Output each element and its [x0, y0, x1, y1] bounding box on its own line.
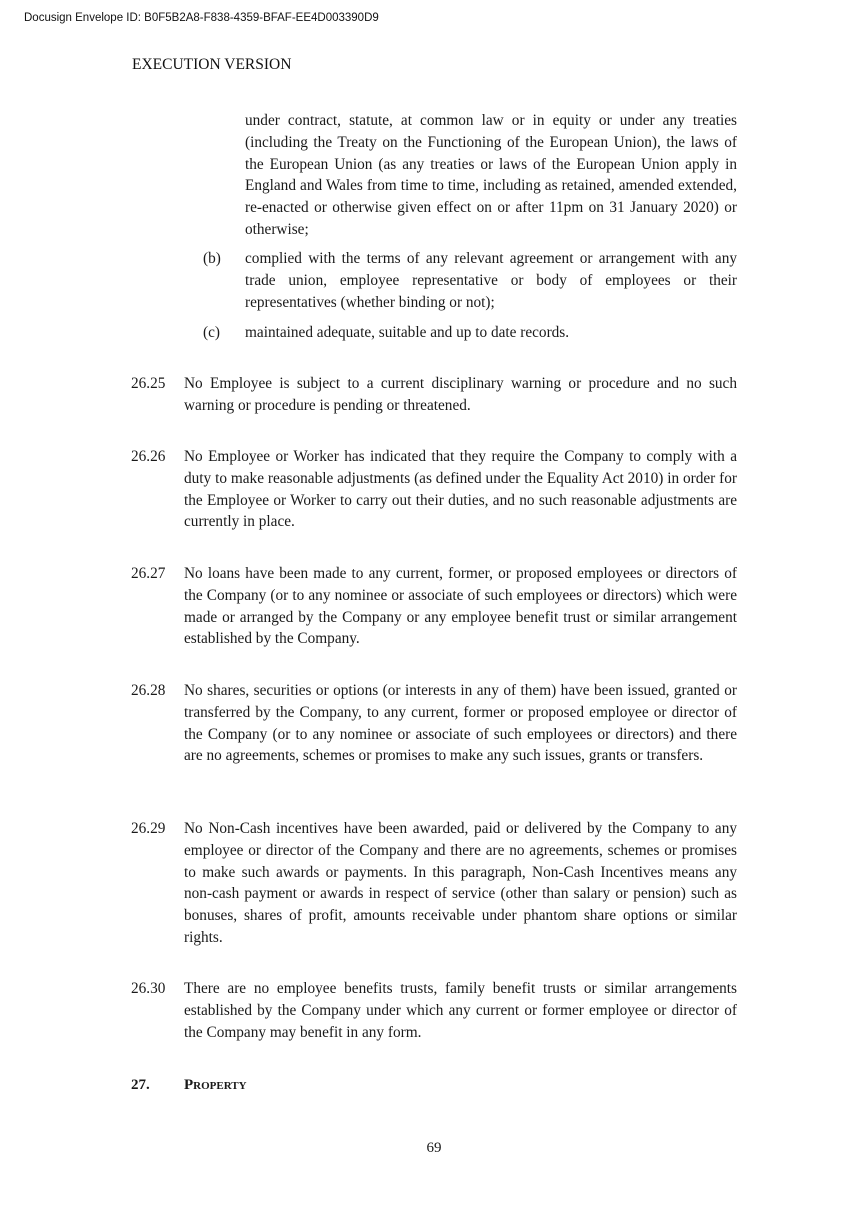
- clause-26-27: [131, 563, 737, 650]
- page-number: 69: [426, 1140, 442, 1156]
- clause-text: No Employee is subject to a current disciplinary warning or procedure and no such warning or procedure is pending or threatened.: [184, 375, 737, 414]
- clause-text: No Non-Cash incentives have been awarded, paid or delivered by the Company to any employee or director of the Company and there are no agreements, schemes or promises to make such awards or payments. In this paragraph, Non-Cash Incentives means any non-cash payment or awards in respect of service (other than salary or pension) such as bonuses, shares of profit, amounts receivable under phantom share options or similar rights.: [184, 820, 737, 946]
- subclause-c: [203, 322, 737, 344]
- docusign-envelope-id: Docusign Envelope ID: B0F5B2A8-F838-4359-BFAF-EE4D003390D9: [24, 12, 379, 24]
- continuation-paragraph: under contract, statute, at common law or in equity or under any treaties (including the Treaty on the Functioning of the European Union), the laws of the European Union (as any treaties or laws of the European Union apply in England and Wales from time to time, including as retained, amended extended, re-enacted or otherwise given effect on or after 11pm on 31 January 2020) or otherwise;: [245, 112, 737, 238]
- clause-26-26: [131, 446, 737, 533]
- clause-26-30: [131, 978, 737, 1043]
- clause-text: No Employee or Worker has indicated that they require the Company to comply with a duty to make reasonable adjustments (as defined under the Equality Act 2010) in order for the Employee or Worker to carry out their duties, and no such reasonable adjustments are currently in place.: [184, 448, 737, 531]
- subclause-text: complied with the terms of any relevant agreement or arrangement with any trade union, employee representative or body of employees or their representatives (whether binding or not);: [245, 250, 737, 311]
- clause-number: 26.28: [131, 682, 166, 699]
- clause-number: 26.26: [131, 448, 166, 465]
- clause-number: 26.25: [131, 375, 166, 392]
- subclause-text: maintained adequate, suitable and up to date records.: [245, 324, 570, 341]
- clause-number: 26.30: [131, 980, 166, 997]
- subclause-b: [203, 248, 737, 313]
- clause-26-29: [131, 818, 737, 949]
- clause-number: 26.27: [131, 565, 166, 582]
- section-number: 27.: [131, 1077, 150, 1093]
- clause-number: 26.29: [131, 820, 166, 837]
- clause-26-25: [131, 373, 737, 417]
- section-title: Property: [184, 1077, 247, 1093]
- clause-text: No shares, securities or options (or interests in any of them) have been issued, granted or transferred by the Company, to any current, former or proposed employee or director of the Company (or to any nominee or associate of such employees or directors) and there are no agreements, schemes or promises to make any such issues, grants or transfers.: [184, 682, 737, 765]
- execution-version-label: EXECUTION VERSION: [132, 56, 292, 73]
- subclause-label: (c): [203, 324, 220, 341]
- clause-26-28: [131, 680, 737, 767]
- clause-text: No loans have been made to any current, former, or proposed employees or directors of the Company (or to any nominee or associate of such employees or directors) which were made or arranged by the Company or any employee benefit trust or similar arrangement established by the Company.: [184, 565, 737, 648]
- clause-text: There are no employee benefits trusts, family benefit trusts or similar arrangements established by the Company under which any current or former employee or director of the Company may benefit in any form.: [184, 980, 737, 1041]
- subclause-label: (b): [203, 250, 221, 267]
